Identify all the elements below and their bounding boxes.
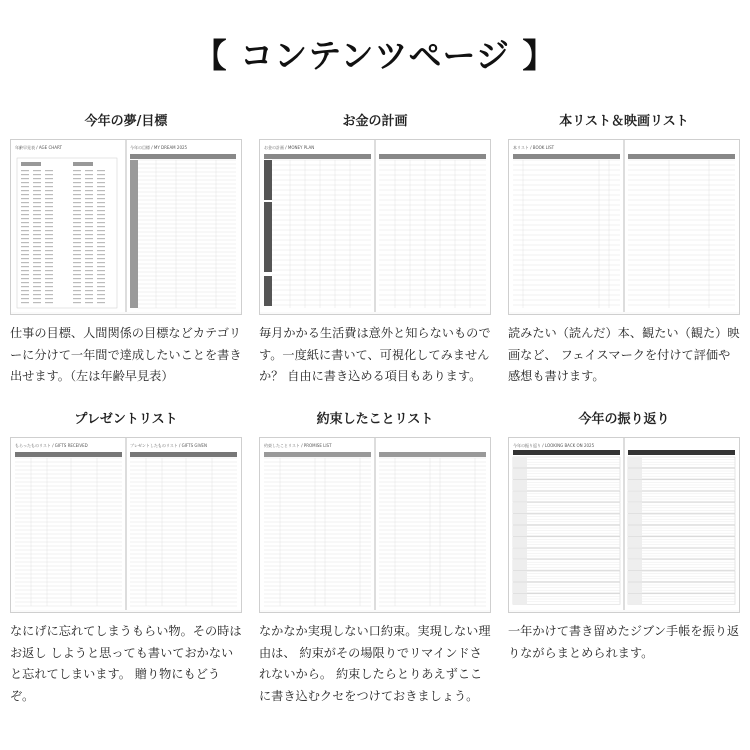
page-title: 【 コンテンツページ 】 xyxy=(193,36,557,75)
content-card-money-plan xyxy=(259,113,491,388)
page-thumbnail-money-plan xyxy=(259,139,491,315)
content-card-dream-goals xyxy=(10,113,242,388)
page-thumbnail-dream-goals xyxy=(10,139,242,315)
card-title: 本リスト＆映画リスト xyxy=(559,114,689,129)
card-description: 一年かけて書き留めたジブン手帳を振り返りながらまとめられます。 xyxy=(508,624,740,660)
right-page-label: 今年の目標 / MY DREAM 2025 xyxy=(130,145,188,150)
card-title: お金の計画 xyxy=(342,114,408,129)
card-title: プレゼントリスト xyxy=(74,412,178,427)
left-page-label: 約束したことリスト / PROMISE LIST xyxy=(264,443,332,448)
left-page-label: お金の計画 / MONEY PLAN xyxy=(264,145,315,150)
card-title: 約束したことリスト xyxy=(316,412,434,427)
content-card-book-movie-list xyxy=(508,113,740,388)
content-card-present-list xyxy=(10,411,242,707)
page-thumbnail-year-review xyxy=(508,437,740,613)
page-thumbnail-present-list xyxy=(10,437,242,613)
card-title: 今年の振り返り xyxy=(578,412,670,427)
card-description: 仕事の目標、人間関係の目標などカテゴリーに分けて一年間で達成したいことを書き出せます。（左は年齢早見表） xyxy=(10,326,242,383)
page-thumbnail-promise-list xyxy=(259,437,491,613)
left-page-label: 本リスト / BOOK LIST xyxy=(513,145,555,150)
content-card-year-review xyxy=(508,411,740,664)
card-description: 読みたい（読んだ）本、観たい（観た）映画など、 フェイスマークを付けて評価や感想も書けます。 xyxy=(508,326,740,383)
left-page-label: 年齢早見表 / AGE CHART xyxy=(15,145,62,150)
left-page-label: もらったものリスト / GIFTS RECEIVED xyxy=(15,443,88,448)
page-thumbnail-book-movie-list xyxy=(508,139,740,315)
content-card-promise-list xyxy=(259,411,491,707)
card-description: 毎月かかる生活費は意外と知らないものです。一度紙に書いて、可視化してみませんか？ 自由に書き込める項目もあります。 xyxy=(259,326,491,383)
left-page-label: 今年の振り返り / LOOKING BACK ON 2025 xyxy=(513,443,595,448)
right-page-label: プレゼントしたものリスト / GIFTS GIVEN xyxy=(130,443,207,448)
card-title: 今年の夢/目標 xyxy=(84,114,168,129)
card-description: なかなか実現しない口約束。実現しない理由は、 約束がその場限りでリマインドされないから。 約束したらとりあえずここに書き込むクセをつけておきましょう。 xyxy=(259,624,491,703)
card-description: なにげに忘れてしまうもらい物。その時はお返し しようと思っても書いておかないと忘れてしまいます。 贈り物にもどうぞ。 xyxy=(10,624,242,703)
